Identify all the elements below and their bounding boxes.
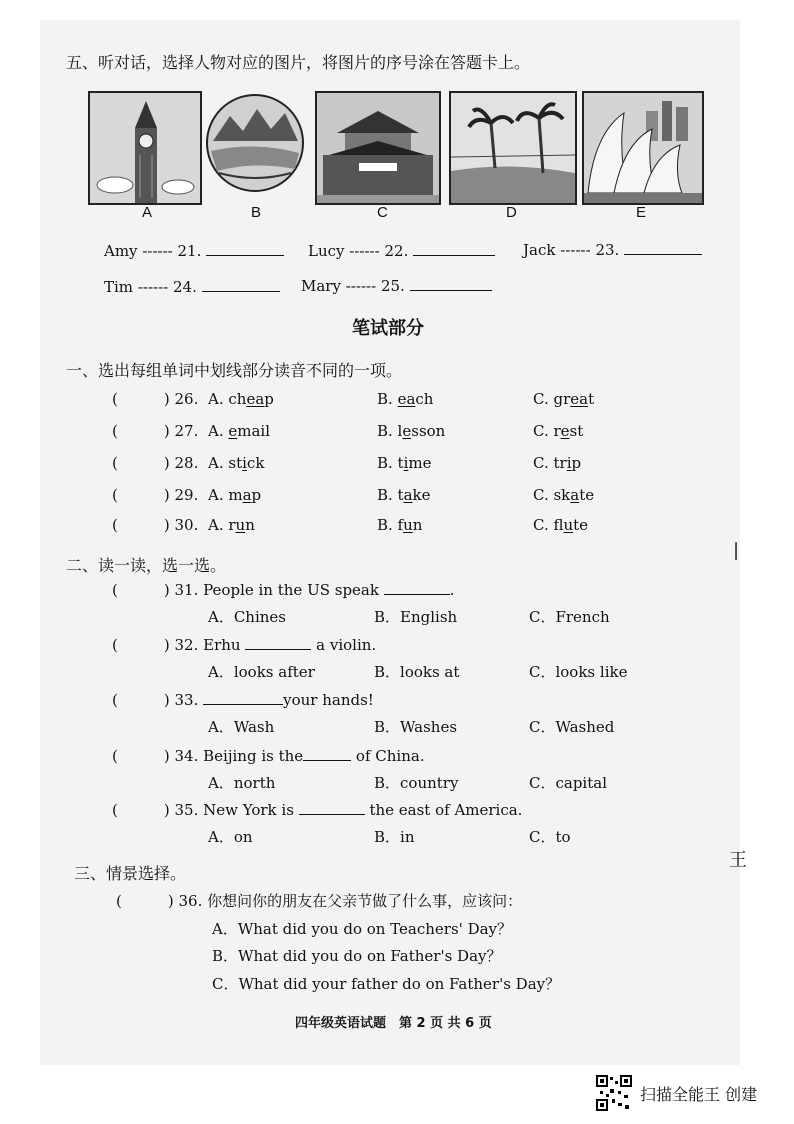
option-a: A．on xyxy=(208,828,253,846)
qr-code-icon xyxy=(596,1075,632,1111)
match-24: Tim ------ 24. xyxy=(104,277,280,296)
option-b: B. take xyxy=(377,486,431,504)
section5-title: 五、听对话，选择人物对应的图片，将图片的序号涂在答题卡上。 xyxy=(66,53,531,72)
option-a: A. stick xyxy=(208,454,265,472)
fill-blank[interactable] xyxy=(245,635,311,650)
part2-title: 二、读一读，选一选。 xyxy=(66,556,227,575)
picture-b-label: B xyxy=(251,204,262,221)
option-a: A．looks after xyxy=(208,663,315,681)
option-c: C．Washed xyxy=(529,718,615,736)
option-a: A．Chines xyxy=(208,608,287,626)
question-number: ( ) 29. xyxy=(112,486,199,504)
question-33: ( ) 33. your hands! xyxy=(112,691,374,709)
option-36-a: A．What did you do on Teachers' Day？ xyxy=(212,920,513,938)
option-c: C. great xyxy=(533,390,595,408)
answer-blank[interactable] xyxy=(624,240,702,255)
match-22: Lucy ------ 22. xyxy=(308,241,495,260)
option-c: C．French xyxy=(529,608,610,626)
answer-blank[interactable] xyxy=(202,277,280,292)
option-a: A. map xyxy=(208,486,262,504)
picture-e xyxy=(582,91,704,205)
picture-b xyxy=(205,91,305,201)
option-36-c: C．What did your father do on Father's Day？ xyxy=(212,975,561,993)
tiananmen-icon xyxy=(317,93,439,203)
option-b: B．in xyxy=(374,828,415,846)
option-c: C．to xyxy=(529,828,571,846)
question-number: ( ) 27. xyxy=(112,422,199,440)
match-25: Mary ------ 25. xyxy=(301,276,492,295)
answer-blank[interactable] xyxy=(206,241,284,256)
option-c: C. flute xyxy=(533,516,589,534)
option-b: B. each xyxy=(377,390,434,408)
option-36-b: B．What did you do on Father's Day？ xyxy=(212,947,502,965)
option-a: A. email xyxy=(208,422,271,440)
option-c: C．looks like xyxy=(529,663,628,681)
option-a: A. cheap xyxy=(208,390,274,408)
picture-d-label: D xyxy=(506,204,517,221)
picture-e-label: E xyxy=(636,204,647,221)
margin-mark: | xyxy=(733,540,740,561)
match-21: Amy ------ 21. xyxy=(104,241,284,260)
question-number: ( ) 26. xyxy=(112,390,199,408)
watermark-text: 扫描全能王 创建 xyxy=(640,1085,758,1104)
picture-c-label: C xyxy=(377,204,388,221)
fill-blank[interactable] xyxy=(303,746,351,761)
option-b: B．country xyxy=(374,774,459,792)
option-c: C．capital xyxy=(529,774,607,792)
big-ben-icon xyxy=(90,93,200,203)
option-c: C. skate xyxy=(533,486,595,504)
picture-c xyxy=(315,91,441,205)
answer-blank[interactable] xyxy=(413,241,495,256)
question-31: ( ) 31. People in the US speak . xyxy=(112,581,455,599)
option-b: B．Washes xyxy=(374,718,458,736)
palm-beach-icon xyxy=(451,93,575,203)
page-footer: 四年级英语试题 第 2 页 共 6 页 xyxy=(295,1016,492,1031)
picture-a xyxy=(88,91,202,205)
part1-title: 一、选出每组单词中划线部分读音不同的一项。 xyxy=(66,361,403,380)
option-b: B. lesson xyxy=(377,422,446,440)
match-23: Jack ------ 23. xyxy=(523,240,702,259)
fill-blank[interactable] xyxy=(203,690,283,705)
question-32: ( ) 32. Erhu a violin. xyxy=(112,636,377,654)
picture-d xyxy=(449,91,577,205)
opera-house-icon xyxy=(584,93,702,203)
option-a: A．Wash xyxy=(208,718,275,736)
mountain-lake-icon xyxy=(205,91,305,201)
option-b: B. time xyxy=(377,454,432,472)
option-c: C. trip xyxy=(533,454,582,472)
question-34: ( ) 34. Beijing is the of China. xyxy=(112,747,425,765)
fill-blank[interactable] xyxy=(384,580,450,595)
question-number: ( ) 30. xyxy=(112,516,199,534)
question-35: ( ) 35. New York is the east of America. xyxy=(112,801,523,819)
answer-blank[interactable] xyxy=(410,276,492,291)
question-number: ( ) 28. xyxy=(112,454,199,472)
fill-blank[interactable] xyxy=(299,800,365,815)
option-b: B．English xyxy=(374,608,458,626)
question-36: ( ) 36. 你想问你的朋友在父亲节做了什么事，应该问： xyxy=(116,892,523,910)
option-c: C. rest xyxy=(533,422,584,440)
margin-mark: 王 xyxy=(729,850,747,871)
option-b: B. fun xyxy=(377,516,423,534)
option-a: A．north xyxy=(208,774,276,792)
part3-title: 三、情景选择。 xyxy=(74,864,187,883)
option-a: A. run xyxy=(208,516,255,534)
option-b: B．looks at xyxy=(374,663,460,681)
written-part-title: 笔试部分 xyxy=(352,318,424,339)
picture-a-label: A xyxy=(142,204,153,221)
